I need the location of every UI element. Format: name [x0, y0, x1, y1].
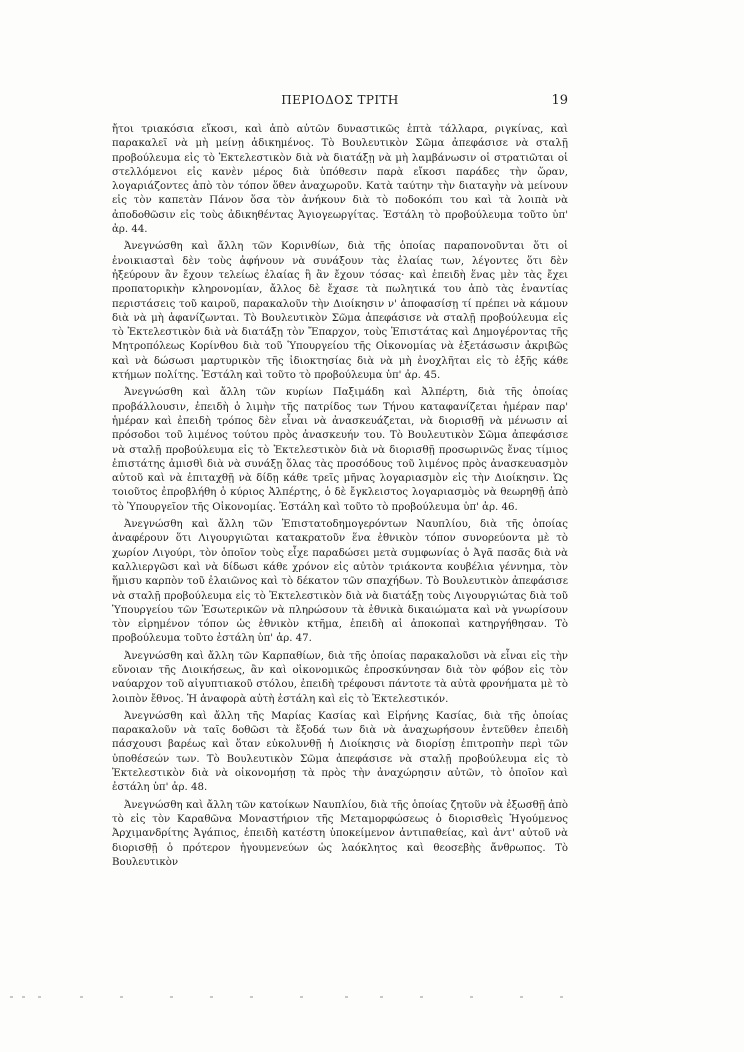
- paragraph: Ἀνεγνώσθη καὶ ἄλλη τῶν Ἐπιστατοδημογερόντων Ναυπλίου, διὰ τῆς ὁποίας ἀναφέρουν ὅτι Λιγουργιῶται κατακρατοῦν ἕνα ἐθνικὸν τόπον συνορεύοντα μὲ τὸ χωρίον Λιγούρι, τὸν ὁποῖον τοὺς εἶχε παραδώσει μετὰ συμφωνίας ὁ Ἀγᾶ πασᾶς διὰ νὰ καλλιεργῶσι καὶ νὰ δίδωσι κάθε χρόνον εἰς αὐτὸν τριάκοντα κουβέλια γέννημα, τὸν ἥμισυ καρπὸν τοῦ ἐλαιῶνος καὶ τὸ δέκατον τῶν σπαχήδων. Τὸ Βουλευτικὸν ἀπεφάσισε νὰ σταλῇ προβούλευμα εἰς τὸ Ἐκτελεστικὸν διὰ νὰ διατάξῃ τοὺς Λιγουργιώτας διὰ τοῦ Ὑπουργείου τῶν Ἐσωτερικῶν νὰ πληρώσουν τὰ ἐθνικὰ δικαιώματα καὶ νὰ γνωρίσουν τὸν εἰρημένον τόπον ὡς ἐθνικὸν κτῆμα, ἐπειδὴ αἱ ἀποκοπαὶ κατηργήθησαν. Τὸ προβούλευμα τοῦτο ἐστάλη ὑπ' ἀρ. 47.: [112, 519, 568, 645]
- body-text: [112, 123, 568, 873]
- paragraph: Ἀνεγνώσθη καὶ ἄλλη τῆς Μαρίας Κασίας καὶ Εἰρήνης Κασίας, διὰ τῆς ὁποίας παρακαλοῦν νὰ ταῖς δοθῶσι τὰ ἔξοδά των διὰ νὰ ἀναχωρήσουν ἐντεῦθεν ἐπειδὴ πάσχουσι βαρέως καὶ ὅταν εὐκολυνθῇ ἡ Διοίκησις νὰ διορίσῃ ἐπιτροπὴν περὶ τῶν ὑποθέσεών των. Τὸ Βουλευτικὸν Σῶμα ἀπεφάσισε νὰ σταλῇ προβούλευμα εἰς τὸ Ἐκτελεστικὸν διὰ νὰ οἰκονομήσῃ τὰ πρὸς τὴν ἀναχώρησιν αὐτῶν, τὸ ὁποῖον καὶ ἐστάλη ὑπ' ἀρ. 48.: [112, 710, 568, 794]
- paragraph: Ἀνεγνώσθη καὶ ἄλλη τῶν κυρίων Παξιμάδη καὶ Ἀλπέρτη, διὰ τῆς ὁποίας προβάλλουσιν, ἐπειδὴ ὁ λιμὴν τῆς πατρίδος των Τήνου καταφανίζεται ἡμέραν παρ' ἡμέραν καὶ ἐπειδὴ τρόπος δὲν εἶναι νὰ ἀνασκευάζεται, νὰ διορισθῇ νὰ μένωσιν αἱ πρόσοδοι τοῦ λιμένος τούτου πρὸς ἀνασκευήν του. Τὸ Βουλευτικὸν Σῶμα ἀπεφάσισε νὰ σταλῇ προβούλευμα εἰς τὸ Ἐκτελεστικὸν διὰ νὰ διορισθῇ προσωρινῶς ἕνας τίμιος ἐπιστάτης ἀμισθὶ διὰ νὰ συνάξῃ ὅλας τὰς προσόδους τοῦ λιμένος πρὸς ἀνασκευασμὸν αὐτοῦ καὶ νὰ ἐπιταχθῇ νὰ δίδῃ κάθε τρεῖς μῆνας λογαριασμὸν εἰς τὴν Διοίκησιν. Ὡς τοιοῦτος ἐπροβλήθη ὁ κύριος Ἀλπέρτης, ὁ δὲ ἔγκλειστος λογαριασμὸς νὰ θεωρηθῇ ἀπὸ τὸ Ὑπουργεῖον τῆς Οἰκονομίας. Ἐστάλη καὶ τοῦτο τὸ προβούλευμα ὑπ' ἀρ. 46.: [112, 387, 568, 513]
- scan-artifact-dots: [0, 996, 744, 1004]
- paragraph: Ἀνεγνώσθη καὶ ἄλλη τῶν Κορινθίων, διὰ τῆς ὁποίας παραπονοῦνται ὅτι οἱ ἐνοικιασταὶ δὲν τοὺς ἀφήνουν νὰ συνάξουν τὰς ἐλαίας των, λέγοντες ὅτι δὲν ἠξεύρουν ἂν ἔχουν τελείως ἐλαίας ἢ ἂν ἔχουν τόσας· καὶ ἐπειδὴ ἕνας μὲν τὰς ἔχει προπατορικὴν κληρονομίαν, ἄλλος δὲ ἔχασε τὰ πωλητικά του ἀπὸ τὰς ἐναντίας περιστάσεις τοῦ καιροῦ, παρακαλοῦν τὴν Διοίκησιν ν' ἀποφασίσῃ τί πρέπει νὰ κάμουν διὰ νὰ μὴ ἀφανίζωνται. Τὸ Βουλευτικὸν Σῶμα ἀπεφάσισε νὰ σταλῇ προβούλευμα εἰς τὸ Ἐκτελεστικὸν διὰ νὰ διατάξῃ τὸν Ἔπαρχον, τοὺς Ἐπιστάτας καὶ Δημογέροντας τῆς Μητροπόλεως Κορίνθου διὰ τοῦ Ὑπουργείου τῆς Οἰκονομίας νὰ ἐξετάσωσιν ἀκριβῶς καὶ νὰ δώσωσι μαρτυρικὸν τῆς ἰδιοκτησίας διὰ νὰ μὴ ἐνοχλῆται εἰς τὸ ἑξῆς κάθε κτήμων πολίτης. Ἐστάλη καὶ τοῦτο τὸ προβούλευμα ὑπ' ἀρ. 45.: [112, 241, 568, 382]
- page-header: [112, 93, 568, 111]
- page-number: 19: [551, 93, 568, 108]
- paragraph: Ἀνεγνώσθη καὶ ἄλλη τῶν κατοίκων Ναυπλίου, διὰ τῆς ὁποίας ζητοῦν νὰ ἐξωσθῇ ἀπὸ τὸ εἰς τὸν Καραθῶνα Μοναστήριον τῆς Μεταμορφώσεως ὁ διορισθεὶς Ἡγούμενος Ἀρχιμανδρίτης Ἀγάπιος, ἐπειδὴ κατέστη ὑποκείμενον ἀντιπαθείας, καὶ ἀντ' αὐτοῦ νὰ διορισθῇ ὁ πρότερον ἡγουμενεύων ὡς λαόκλητος καὶ θεοσεβὴς ἄνθρωπος. Τὸ Βουλευτικὸν: [112, 799, 568, 868]
- paragraph: ἤτοι τριακόσια εἴκοσι, καὶ ἀπὸ αὐτῶν δυναστικῶς ἑπτὰ τάλλαρα, ριγκίνας, καὶ παρακαλεῖ νὰ μὴ μείνῃ ἀδικημένος. Τὸ Βουλευτικὸν Σῶμα ἀπεφάσισε νὰ σταλῇ προβούλευμα εἰς τὸ Ἐκτελεστικὸν διὰ νὰ διατάξῃ νὰ μὴ λαμβάνωσιν οἱ στρατιῶται οἱ στελλόμενοι εἰς κανὲν μέρος διὰ ὑπόθεσιν παρὰ εἴκοσι παράδες τὴν ὥραν, λογαριάζοντες ἀπὸ τὸν τόπον ὅθεν ἀναχωροῦν. Κατὰ ταύτην τὴν διαταγὴν νὰ μείνουν εἰς τὸν καπετὰν Πάνον ὅσα τὸν ἀνήκουν διὰ τὸ ποδοκόπι του καὶ τὰ λοιπὰ νὰ ἀποδοθῶσιν εἰς τοὺς ἀδικηθέντας Ἀγιογεωργίτας. Ἐστάλη τὸ προβούλευμα τοῦτο ὑπ' ἀρ. 44.: [112, 124, 568, 236]
- running-head: ΠΕΡΙΟΔΟΣ ΤΡΙΤΗ: [281, 93, 399, 107]
- paragraph: Ἀνεγνώσθη καὶ ἄλλη τῶν Καρπαθίων, διὰ τῆς ὁποίας παρακαλοῦσι νὰ εἶναι εἰς τὴν εὔνοιαν τῆς Διοικήσεως, ἂν καὶ οἰκονομικῶς ἐπροσκύνησαν διὰ τὸν φόβον εἰς τὸν ναύαρχον τοῦ αἰγυπτιακοῦ στόλου, ἐπειδὴ τρέφουσι πάντοτε τὰ αὐτὰ φρονήματα μὲ τὸ λοιπὸν ἔθνος. Ἡ ἀναφορὰ αὐτὴ ἐστάλη καὶ εἰς τὸ Ἐκτελεστικόν.: [112, 650, 568, 705]
